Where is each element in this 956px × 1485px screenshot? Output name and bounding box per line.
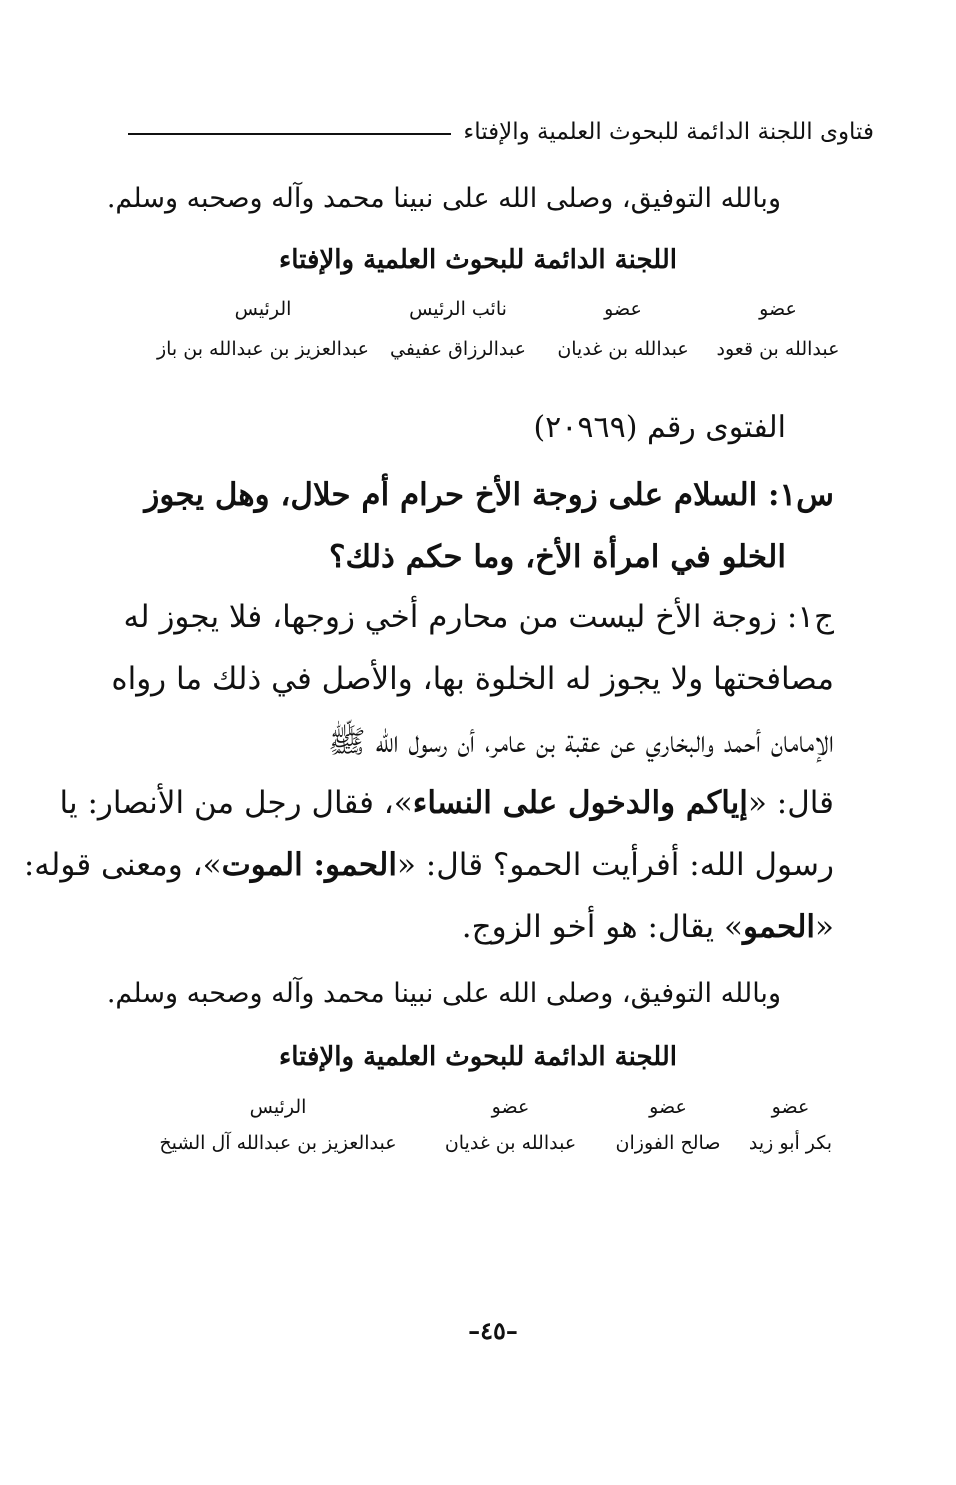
answer-text: »، ومعنى قوله: [23, 847, 222, 883]
signatory-name: عبدالرزاق عفيفي [390, 338, 526, 360]
answer-line: الإمامان أحمد والبخاري عن عقبة بن عامر، أن رسول الله ﷺ [328, 724, 834, 760]
signatory-role: عضو [649, 1096, 687, 1118]
closing-formula-2: وبالله التوفيق، وصلى الله على نبينا محمد وآله وصحبه وسلم. [106, 978, 781, 1009]
signatory [148, 298, 378, 360]
signatory-name: عبدالعزيز بن عبدالله آل الشيخ [159, 1132, 397, 1154]
page-number: –٤٥– [468, 1316, 518, 1345]
signatory-name: بكر أبو زيد [748, 1132, 833, 1154]
answer-text: » يقال: هو أخو الزوج. [461, 909, 744, 945]
signatory-role: نائب الرئيس [409, 298, 507, 320]
answer-text: رسول الله: أفرأيت الحمو؟ قال: « [396, 847, 834, 883]
signatory-role: عضو [759, 298, 797, 320]
signatory-name: عبدالله بن قعود [716, 338, 840, 360]
question-line: س١: السلام على زوجة الأخ حرام أم حلال، وهل يجوز [144, 477, 834, 513]
signatories-row-1 [148, 298, 848, 360]
answer-line: مصافحتها ولا يجوز له الخلوة بها، والأصل في ذلك ما رواه [111, 661, 834, 697]
header-rule [128, 133, 451, 135]
hadith-quote: الحمو [743, 909, 816, 945]
signatory-name: صالح الفوزان [615, 1132, 721, 1154]
signatory [603, 1096, 733, 1154]
signatory-name: عبدالعزيز بن عبدالله بن باز [156, 338, 370, 360]
signatory-role: عضو [491, 1096, 530, 1118]
answer-line [24, 847, 834, 883]
running-header [128, 112, 874, 152]
signatory-role: عضو [604, 298, 642, 320]
signatory-name: عبدالله بن غديان [444, 1132, 577, 1154]
answer-text: قال: « [747, 785, 834, 821]
signatory [418, 1096, 603, 1154]
answer-text: »، فقال رجل من الأنصار: يا [59, 785, 413, 821]
answer-text: « [815, 909, 834, 945]
signatories-row-2 [138, 1096, 848, 1154]
question-line: الخلو في امرأة الأخ، وما حكم ذلك؟ [328, 539, 786, 575]
signatory-name: عبدالله بن غديان [557, 338, 689, 360]
answer-line: ج١: زوجة الأخ ليست من محارم أخي زوجها، فلا يجوز له [123, 599, 834, 635]
signatory [708, 298, 848, 360]
hadith-quote: إياكم والدخول على النساء [412, 785, 748, 821]
closing-formula-1: وبالله التوفيق، وصلى الله على نبينا محمد وآله وصحبه وسلم. [106, 183, 781, 214]
committee-name-2: اللجنة الدائمة للبحوث العلمية والإفتاء [279, 1042, 677, 1072]
signatory [733, 1096, 848, 1154]
running-header-title: فتاوى اللجنة الدائمة للبحوث العلمية والإفتاء [463, 119, 874, 145]
fatwa-number: الفتوى رقم (٢٠٩٦٩) [533, 410, 786, 445]
committee-name-1: اللجنة الدائمة للبحوث العلمية والإفتاء [279, 245, 677, 275]
answer-line [60, 785, 834, 821]
signatory-role: الرئيس [249, 1096, 307, 1118]
hadith-quote: الحمو: الموت [221, 847, 397, 883]
signatory [138, 1096, 418, 1154]
signatory [538, 298, 708, 360]
signatory-role: الرئيس [234, 298, 292, 320]
answer-line [462, 909, 834, 945]
signatory [378, 298, 538, 360]
signatory-role: عضو [771, 1096, 810, 1118]
